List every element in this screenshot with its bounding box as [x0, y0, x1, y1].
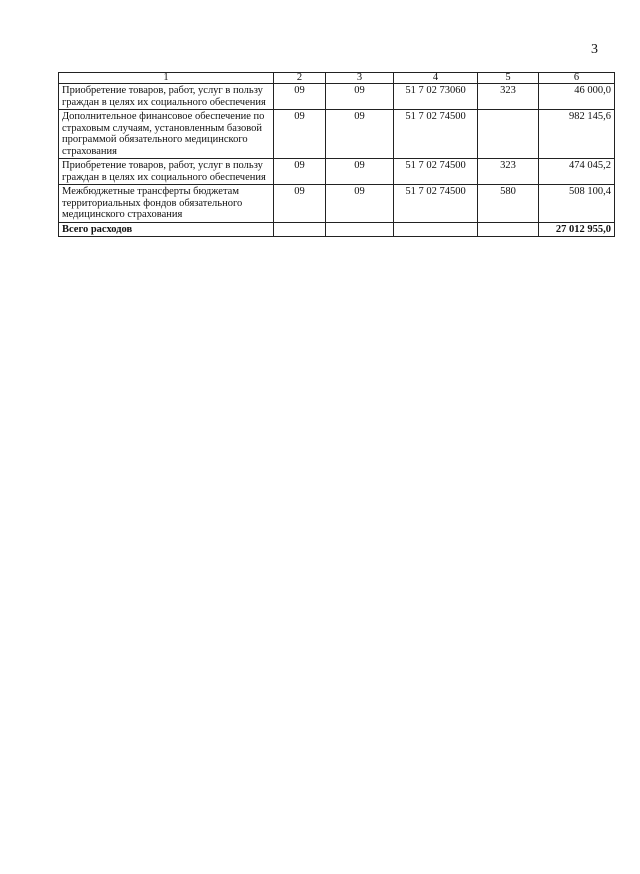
amount-cell: 46 000,0: [539, 84, 615, 110]
table-row: [59, 159, 615, 185]
subsection-code-cell: 09: [326, 110, 394, 159]
amount-cell: 508 100,4: [539, 185, 615, 223]
row-name-cell: Приобретение товаров, работ, услуг в пользу граждан в целях их социального обеспечения: [59, 84, 274, 110]
target-article-cell: 51 7 02 74500: [394, 159, 478, 185]
total-label: Всего расходов: [59, 222, 274, 237]
subsection-code-cell: 09: [326, 84, 394, 110]
total-amount: 27 012 955,0: [539, 222, 615, 237]
column-header: 2: [274, 73, 326, 84]
table-row: [59, 110, 615, 159]
row-name-cell: Дополнительное финансовое обеспечение по страховым случаям, установленным базовой программой обязательного медицинского страхования: [59, 110, 274, 159]
expense-type-cell: 323: [478, 159, 539, 185]
section-code-cell: 09: [274, 110, 326, 159]
table-row: [59, 84, 615, 110]
column-header: 6: [539, 73, 615, 84]
empty-cell: [394, 222, 478, 237]
target-article-cell: 51 7 02 74500: [394, 110, 478, 159]
section-code-cell: 09: [274, 185, 326, 223]
column-header: 1: [59, 73, 274, 84]
subsection-code-cell: 09: [326, 185, 394, 223]
row-name-cell: Межбюджетные трансферты бюджетам территориальных фондов обязательного медицинского страхования: [59, 185, 274, 223]
section-code-cell: 09: [274, 84, 326, 110]
target-article-cell: 51 7 02 74500: [394, 185, 478, 223]
column-header: 3: [326, 73, 394, 84]
expense-type-cell: [478, 110, 539, 159]
empty-cell: [274, 222, 326, 237]
target-article-cell: 51 7 02 73060: [394, 84, 478, 110]
subsection-code-cell: 09: [326, 159, 394, 185]
empty-cell: [326, 222, 394, 237]
empty-cell: [478, 222, 539, 237]
expense-type-cell: 323: [478, 84, 539, 110]
amount-cell: 982 145,6: [539, 110, 615, 159]
amount-cell: 474 045,2: [539, 159, 615, 185]
column-header: 5: [478, 73, 539, 84]
row-name-cell: Приобретение товаров, работ, услуг в пользу граждан в целях их социального обеспечения: [59, 159, 274, 185]
expenditure-table: [58, 72, 615, 237]
table-row: [59, 185, 615, 223]
section-code-cell: 09: [274, 159, 326, 185]
column-header: 4: [394, 73, 478, 84]
expense-type-cell: 580: [478, 185, 539, 223]
total-row: [59, 222, 615, 237]
table-header-row: [59, 73, 615, 84]
page-number: 3: [591, 42, 598, 57]
